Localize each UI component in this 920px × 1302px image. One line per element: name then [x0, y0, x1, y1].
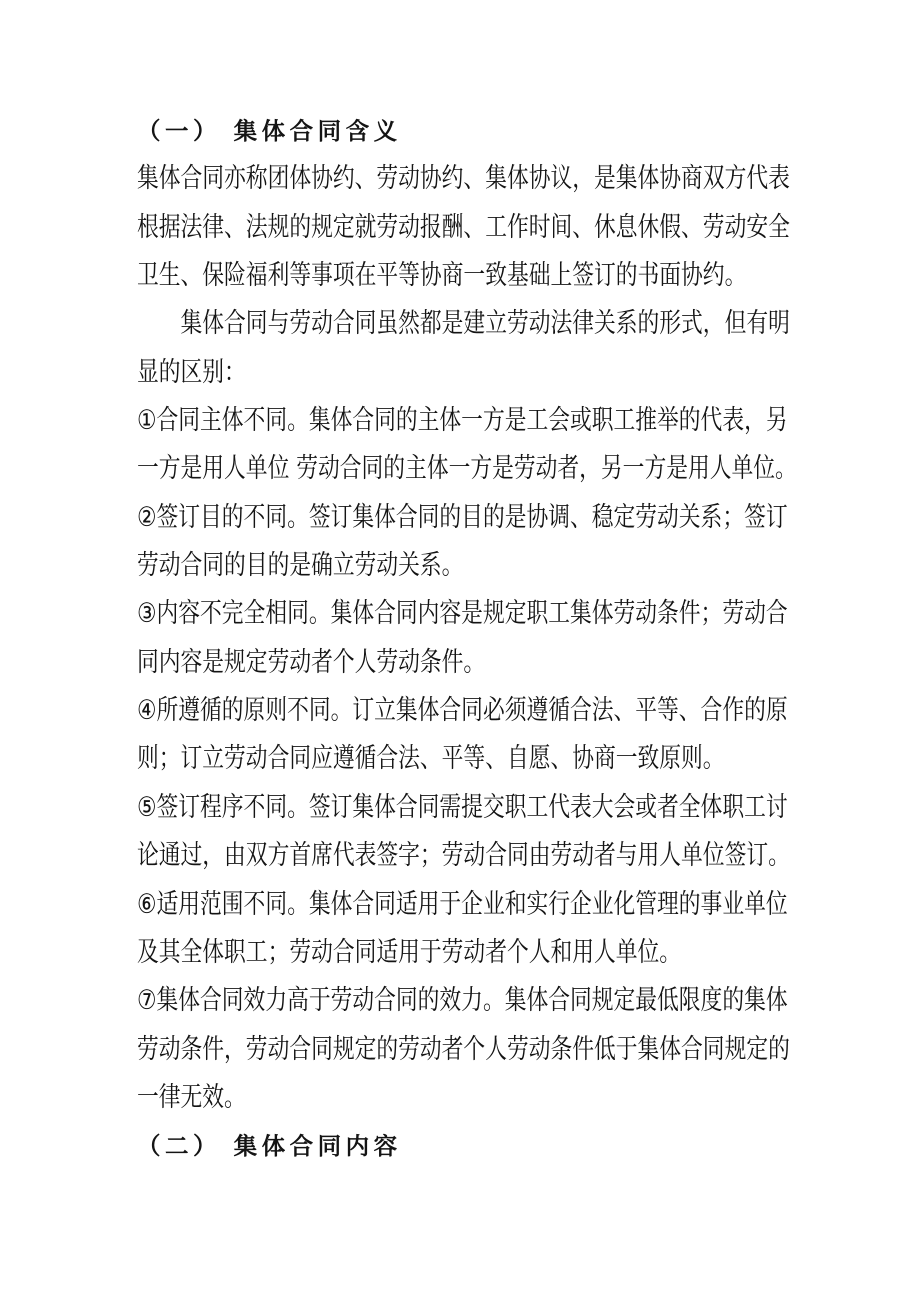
body-line: 则；订立劳动合同应遵循合法、平等、自愿、协商一致原则。	[137, 743, 725, 775]
body-line: 集体合同亦称团体协约、劳动协约、集体协议，是集体协商双方代表	[137, 163, 790, 195]
body-line-item-5: ⑤签订程序不同。签订集体合同需提交职工代表大会或者全体职工讨	[137, 791, 788, 823]
section-heading-2: （二） 集体合同内容	[137, 1132, 402, 1161]
body-line: 显的区别：	[137, 356, 246, 388]
body-line: 一律无效。	[137, 1081, 246, 1113]
body-line-item-4: ④所遵循的原则不同。订立集体合同必须遵循合法、平等、合作的原	[137, 695, 788, 727]
body-line: 根据法律、法规的规定就劳动报酬、工作时间、休息休假、劳动安全	[137, 211, 790, 243]
document-text-block	[137, 107, 797, 1171]
body-line: 一方是用人单位 劳动合同的主体一方是劳动者，另一方是用人单位。	[137, 453, 797, 485]
body-line: 论通过，由双方首席代表签字；劳动合同由劳动者与用人单位签订。	[137, 840, 790, 872]
body-line-item-7: ⑦集体合同效力高于劳动合同的效力。集体合同规定最低限度的集体	[137, 985, 788, 1017]
body-line: 卫生、保险福利等事项在平等协商一致基础上签订的书面协约。	[137, 260, 747, 292]
body-line-item-2: ②签订目的不同。签订集体合同的目的是协调、稳定劳动关系；签订	[137, 501, 788, 533]
body-line-item-6: ⑥适用范围不同。集体合同适用于企业和实行企业化管理的事业单位	[137, 888, 788, 920]
body-line: 同内容是规定劳动者个人劳动条件。	[137, 646, 486, 678]
body-line-indented: 集体合同与劳动合同虽然都是建立劳动法律关系的形式，但有明	[180, 308, 790, 340]
body-line-item-1: ①合同主体不同。集体合同的主体一方是工会或职工推举的代表，另	[137, 405, 788, 437]
section-heading-1: （一） 集体合同含义	[137, 117, 402, 145]
body-line: 劳动条件，劳动合同规定的劳动者个人劳动条件低于集体合同规定的	[137, 1033, 790, 1065]
body-line: 及其全体职工；劳动合同适用于劳动者个人和用人单位。	[137, 936, 682, 968]
body-line: 劳动合同的目的是确立劳动关系。	[137, 550, 464, 582]
body-line-item-3: ③内容不完全相同。集体合同内容是规定职工集体劳动条件；劳动合	[137, 598, 788, 630]
